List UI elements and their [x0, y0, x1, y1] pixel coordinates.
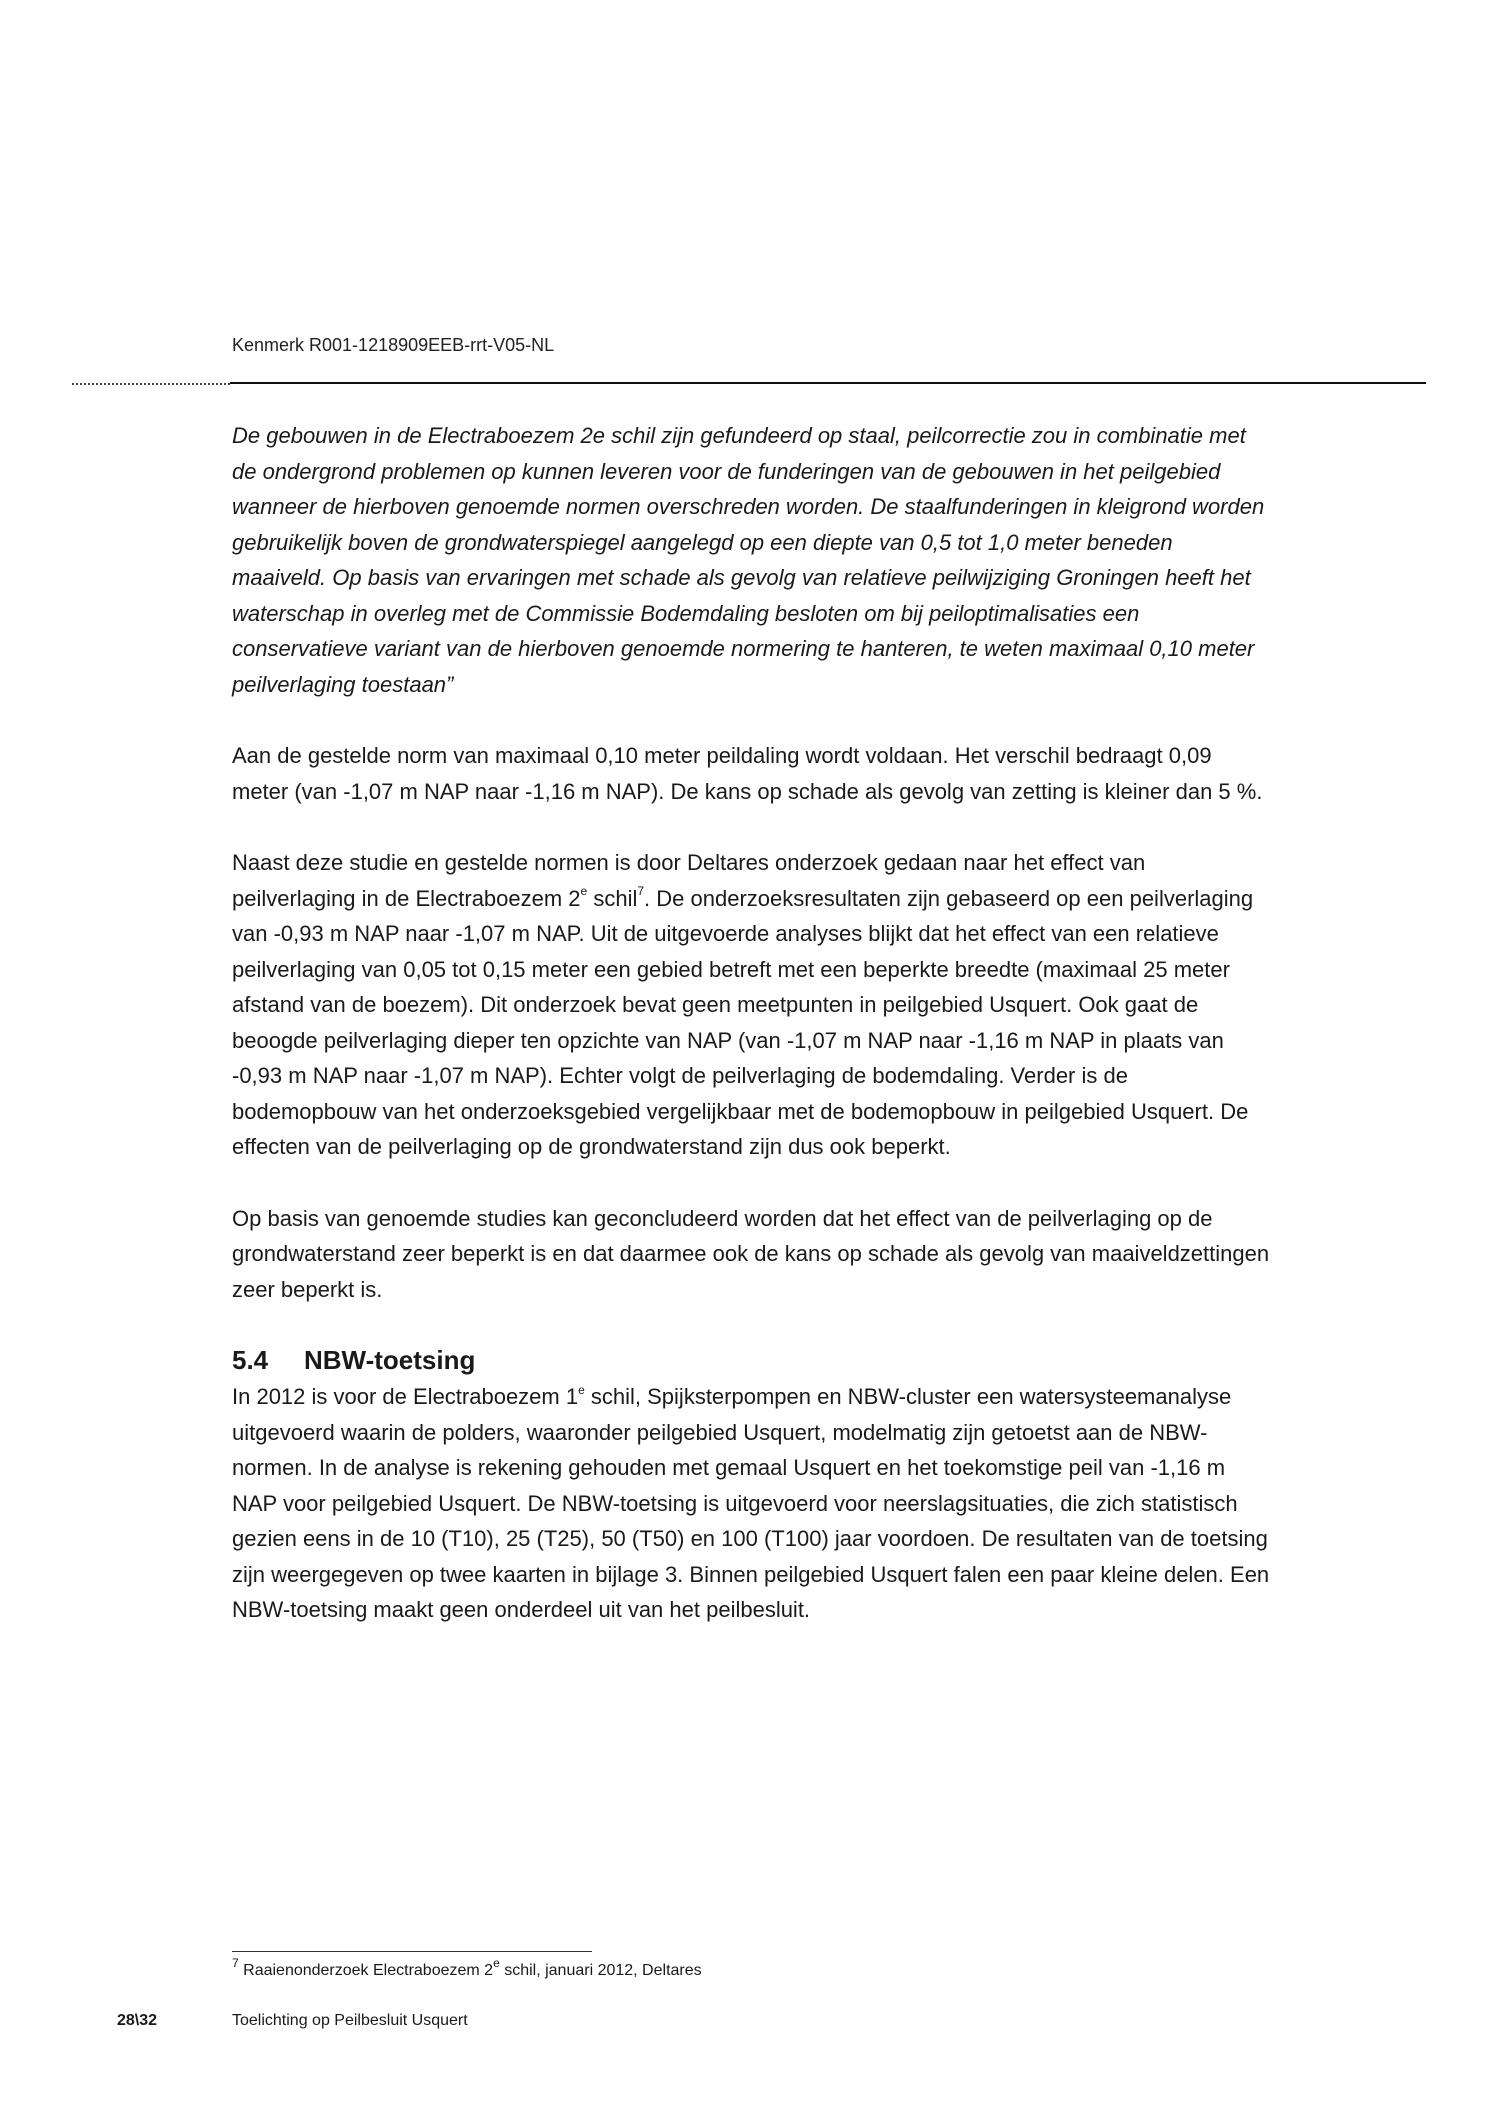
footnote-text-1: Raaienonderzoek Electraboezem 2: [238, 1962, 494, 1979]
footnote-rule: [232, 1951, 592, 1952]
document-reference: Kenmerk R001-1218909EEB-rrt-V05-NL: [232, 335, 555, 355]
footer-document-title: Toelichting op Peilbesluit Usquert: [232, 2012, 468, 2029]
deltares-text-2: schil: [587, 885, 638, 911]
section-heading: [232, 1343, 1272, 1377]
section-title: NBW-toetsing: [304, 1345, 476, 1375]
quote-paragraph: De gebouwen in de Electraboezem 2e schil zijn gefundeerd op staal, peilcorrectie zou in combinatie met de ondergrond problemen op kunnen leveren voor de funderingen van de gebouwen in het peilgebied wanneer de hierboven genoemde normen overschreden worden. De staalfunderingen in kleigrond worden gebruikelijk boven de grondwaterspiegel aangelegd op een diepte van 0,5 tot 1,0 meter beneden maaiveld. Op basis van ervaringen met schade als gevolg van relatieve peilwijziging Groningen heeft het waterschap in overleg met de Commissie Bodemdaling besloten om bij peiloptimalisaties een conservatieve variant van de hierboven genoemde normering te hanteren, te weten maximaal 0,10 meter peilverlaging toestaan”: [232, 423, 1265, 697]
superscript-e: e: [580, 884, 588, 899]
nbw-text-1: In 2012 is voor de Electraboezem 1: [232, 1384, 579, 1409]
nbw-paragraph: [232, 1379, 1272, 1628]
deltares-text-1: Naast deze studie en gestelde normen is door Deltares onderzoek gedaan naar het effect van peilverlaging in de Electraboezem 2: [232, 850, 1146, 911]
footnote-text-2: schil, januari 2012, Deltares: [499, 1962, 702, 1979]
nbw-text-2: schil, Spijksterpompen en NBW-cluster een watersysteemanalyse uitgevoerd waarin de polders, waaronder peilgebied Usquert, modelmatig zijn getoetst aan de NBW-normen. In de analyse is rekening gehouden met gemaal Usquert en het toekomstige peil van -1,16 m NAP voor peilgebied Usquert. De NBW-toetsing is uitgevoerd voor neerslagsituaties, die zich statistisch gezien eens in de 10 (T10), 25 (T25), 50 (T50) en 100 (T100) jaar voordoen. De resultaten van de toetsing zijn weergegeven op twee kaarten in bijlage 3. Binnen peilgebied Usquert falen een paar kleine delen. Een NBW-toetsing maakt geen onderdeel uit van het peilbesluit.: [232, 1384, 1270, 1622]
main-content: [232, 418, 1272, 1664]
section-number: 5.4: [232, 1345, 269, 1375]
superscript-e: e: [493, 1955, 500, 1970]
header-dotted-rule: [72, 383, 230, 385]
deltares-text-3: . De onderzoeksresultaten zijn gebaseerd op een peilverlaging van -0,93 m NAP naar -1,07 m NAP. Uit de uitgevoerde analyses blijkt dat het effect van een relatieve peilverlaging van 0,05 tot 0,15 meter een gebied betreft met een beperkte breedte (maximaal 25 meter afstand van de boezem). Dit onderzoek bevat geen meetpunten in peilgebied Usquert. Ook gaat de beoogde peilverlaging dieper ten opzichte van NAP (van -1,07 m NAP naar -1,16 m NAP in plaats van -0,93 m NAP naar -1,07 m NAP). Echter volgt de peilverlaging de bodemdaling. Verder is de bodemopbouw van het onderzoeksgebied vergelijkbaar met de bodemopbouw in peilgebied Usquert. De effecten van de peilverlaging op de grondwaterstand zijn dus ook beperkt.: [232, 885, 1254, 1159]
header-rule: [230, 382, 1426, 384]
deltares-paragraph: [232, 845, 1272, 1165]
page-number: 28\32: [117, 2012, 158, 2029]
footnote-reference[interactable]: 7: [637, 884, 645, 899]
footnote-marker: 7: [232, 1955, 239, 1970]
superscript-e: e: [578, 1382, 585, 1397]
norm-paragraph: Aan de gestelde norm van maximaal 0,10 meter peildaling wordt voldaan. Het verschil bedraagt 0,09 meter (van -1,07 m NAP naar -1,16 m NAP). De kans op schade als gevolg van zetting is kleiner dan 5 %.: [232, 743, 1263, 804]
footnote: [232, 1955, 702, 1982]
conclusion-paragraph: Op basis van genoemde studies kan geconcludeerd worden dat het effect van de peilverlaging op de grondwaterstand zeer beperkt is en dat daarmee ook de kans op schade als gevolg van maaiveldzettingen zeer beperkt is.: [232, 1205, 1270, 1302]
